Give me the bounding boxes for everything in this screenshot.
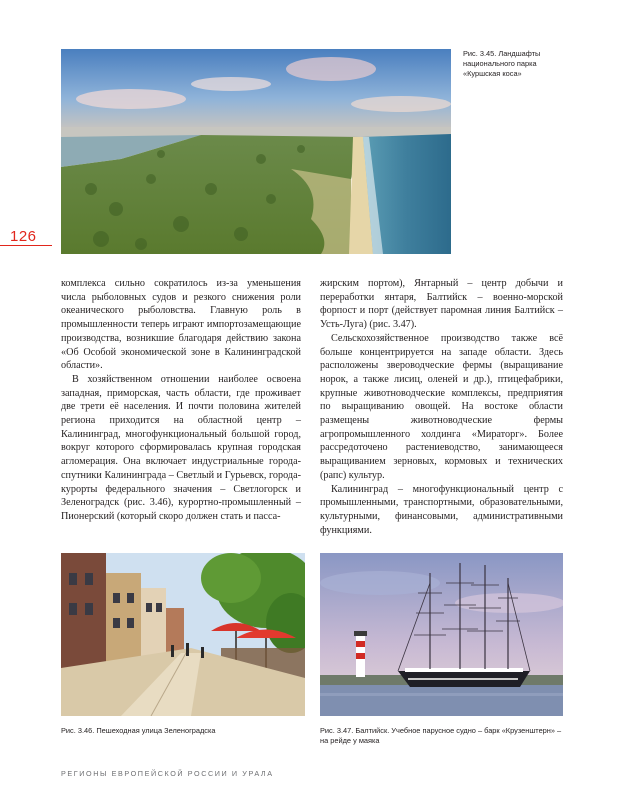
photo-kruzenshtern-barque [320, 553, 563, 716]
paragraph: жирским портом), Янтарный – центр добычи и переработки янтаря, Балтийск – военно-морской форпост и порт (действует паромная линия Балтийск – Усть-Луга) (рис. 3.47). [320, 278, 563, 331]
photo-curonian-spit [61, 49, 451, 254]
text-column-right [320, 277, 563, 537]
paragraph: Сельскохозяйственное производство также всё больше концентрируется на западе области. Здесь расположены звероводческие фермы (выращивание норок, а также лисиц, оленей и др.), птицефабрики, крупные животноводческие комплексы, предприятия по выращиванию овощей. На востоке области размещены животноводческие фермы агропромышленного холдинга «Мираторг». Более рассредоточено растениеводство, занимающееся выращиванием зерновых, кормовых и технических (рапс) культур. [320, 332, 563, 481]
paragraph: Калининград – многофункциональный центр с промышленными, транспортными, образовательными, культурными, финансовыми, административными функциями. [320, 483, 563, 536]
paragraph: В хозяйственном отношении наиболее освоена западная, приморская, часть области, где проживает две трети её населения. И почти половина жителей региона приходится на областной центр – Калининград, многофункциональный большой город, вокруг которого сформировалась крупная городская агломерация. Она включает индустриальные города-спутники Калининграда – Светлый и Гурьевск, города-курорты федерального значения – Светлогорск и Зеленоградск (рис. 3.46), курортно-промышленный – Пионерский (который скоро должен стать и пасса- [61, 373, 301, 522]
photo-zelenogradsk-street [61, 553, 305, 716]
running-footer: РЕГИОНЫ ЕВРОПЕЙСКОЙ РОССИИ И УРАЛА [61, 769, 274, 778]
page-number-rule [0, 245, 52, 246]
figure-caption-3-46: Рис. 3.46. Пешеходная улица Зеленоградска [61, 726, 216, 735]
kruzenshtern-illustration [320, 553, 563, 716]
paragraph: комплекса сильно сократилось из-за уменьшения числа рыболовных судов и резкого снижения роли океанического рыболовства. Главную роль в промышленности теперь играют импортозамещающие производства, возникшие благодаря действию закона «Об Особой экономической зоне в Калининградской области». [61, 278, 301, 372]
figure-caption-3-47: Рис. 3.47. Балтийск. Учебное парусное судно – барк «Крузенштерн» – на рейде у маяка [320, 726, 562, 745]
zelenogradsk-street-illustration [61, 553, 305, 716]
curonian-spit-illustration [61, 49, 451, 254]
page-number: 126 [10, 228, 37, 245]
figure-caption-3-45: Рис. 3.45. Ландшафты национального парка «Куршская коса» [463, 49, 541, 78]
text-column-left [61, 277, 301, 524]
